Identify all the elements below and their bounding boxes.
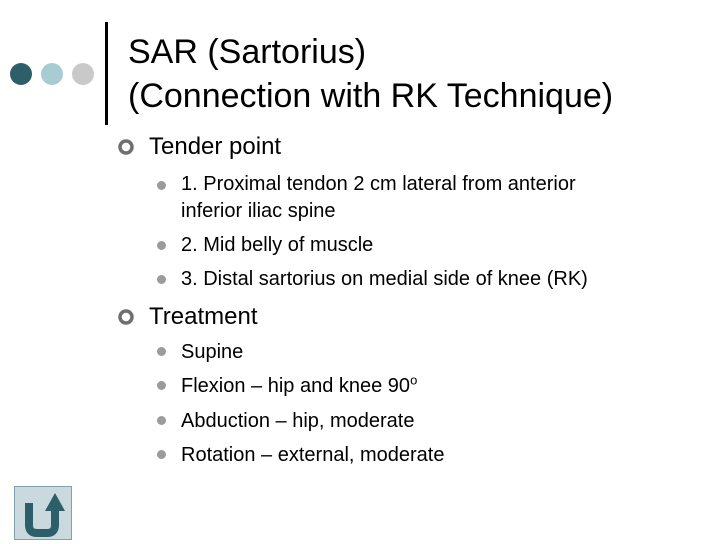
- decorative-dot-light: [41, 63, 63, 85]
- decorative-dot-dark: [10, 63, 32, 85]
- dot-bullet-icon: [157, 416, 166, 425]
- slide-title: [128, 30, 613, 118]
- dot-bullet-icon: [157, 275, 166, 284]
- list-item: Rotation – external, moderate: [181, 444, 445, 466]
- ring-bullet-icon: [118, 139, 134, 155]
- title-divider: [105, 22, 108, 125]
- slide-title-line-2: (Connection with RK Technique): [128, 77, 614, 115]
- degree-superscript: o: [410, 372, 418, 388]
- list-item: Abduction – hip, moderate: [181, 410, 415, 432]
- decorative-dot-gray: [72, 63, 94, 85]
- dot-bullet-icon: [157, 347, 166, 356]
- list-item: [181, 373, 417, 399]
- ring-bullet-icon: [118, 309, 134, 325]
- slide-title-line-1: SAR (Sartorius): [128, 33, 367, 71]
- list-item-text: Flexion – hip and knee 90: [181, 375, 411, 397]
- dot-bullet-icon: [157, 181, 166, 190]
- dot-bullet-icon: [157, 450, 166, 459]
- return-arrow-icon: [15, 487, 71, 539]
- list-item-continuation: inferior iliac spine: [181, 200, 336, 222]
- dot-bullet-icon: [157, 241, 166, 250]
- back-button[interactable]: [14, 486, 72, 540]
- section-heading-treatment: Treatment: [149, 303, 258, 330]
- list-item: 1. Proximal tendon 2 cm lateral from anterior: [181, 173, 576, 195]
- list-item: 2. Mid belly of muscle: [181, 234, 374, 256]
- section-heading-tender-point: Tender point: [149, 133, 282, 160]
- list-item: Supine: [181, 341, 244, 363]
- decorative-dots: [10, 63, 94, 87]
- dot-bullet-icon: [157, 381, 166, 390]
- list-item: 3. Distal sartorius on medial side of knee (RK): [181, 268, 588, 290]
